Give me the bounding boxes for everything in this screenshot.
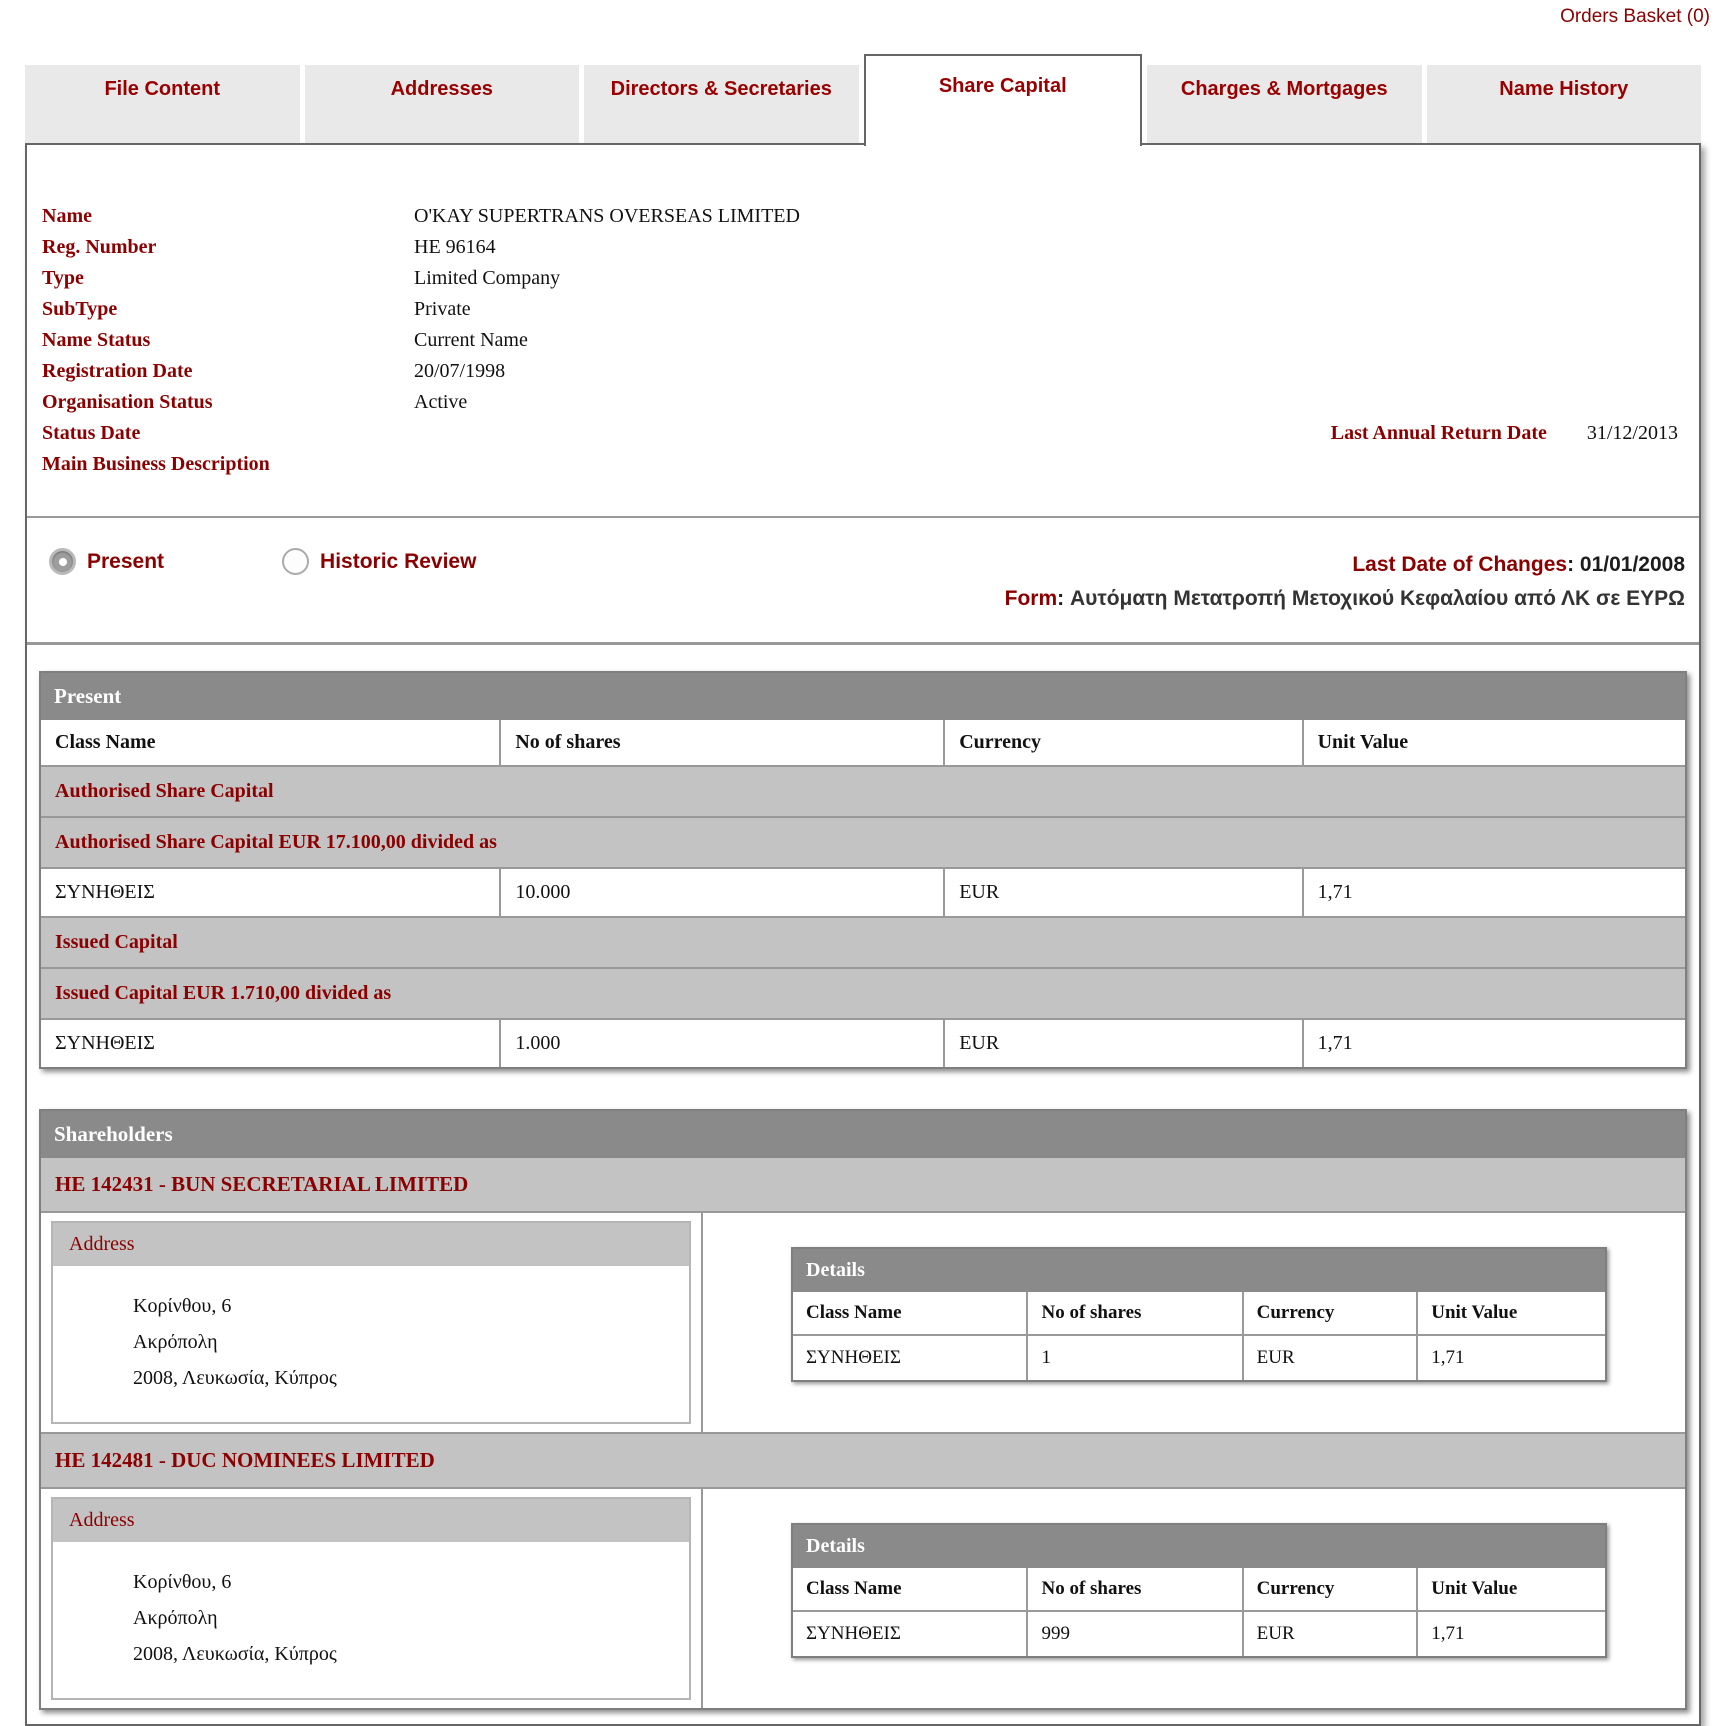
details-table — [791, 1523, 1607, 1658]
table-row-issued — [41, 1020, 1685, 1067]
cell-class-name: ΣΥΝΗΘΕΙΣ — [41, 1020, 501, 1067]
field-label-main-business-description: Main Business Description — [42, 453, 270, 475]
last-date-of-changes-line — [1005, 548, 1685, 582]
tab-file-content[interactable]: File Content — [25, 65, 300, 143]
radio-historic-review-button[interactable] — [282, 548, 309, 575]
tab-bar — [25, 54, 1701, 143]
field-label-name: Name — [42, 205, 92, 227]
address-line: 2008, Λευκωσία, Κύπρος — [133, 1367, 337, 1389]
address-line: Κορίνθου, 6 — [133, 1295, 232, 1317]
form-value: Αυτόματη Μετατροπή Μετοχικού Κεφαλαίου από ΛΚ σε ΕΥΡΩ — [1069, 587, 1685, 610]
present-share-capital-table — [39, 671, 1687, 1069]
address-lines — [53, 1542, 689, 1698]
field-value-reg-number: HE 96164 — [414, 236, 496, 258]
company-field-row — [42, 325, 1684, 356]
cell-unit-value: 1,71 — [1431, 1623, 1465, 1644]
view-toggle-row — [27, 518, 1699, 642]
cell-currency: EUR — [945, 869, 1303, 916]
shareholders-table — [39, 1109, 1687, 1710]
radio-historic-review-label: Historic Review — [320, 549, 477, 573]
colon-separator: : — [1567, 553, 1580, 576]
shareholder-address-cell — [41, 1213, 703, 1432]
radio-option-historic-review[interactable] — [282, 548, 476, 575]
field-label-status-date: Status Date — [42, 422, 141, 444]
radio-present-label: Present — [87, 549, 165, 573]
form-label: Form — [1004, 587, 1058, 610]
details-header-row — [793, 1292, 1605, 1336]
section-header-authorised: Authorised Share Capital — [41, 767, 1685, 818]
radio-present-button[interactable] — [49, 548, 76, 575]
address-box — [51, 1497, 691, 1700]
column-header-unit-value: Unit Value — [1317, 731, 1409, 753]
company-field-row — [42, 418, 1684, 449]
cell-unit-value: 1,71 — [1431, 1347, 1465, 1368]
cell-class-name: ΣΥΝΗΘΕΙΣ — [793, 1612, 1028, 1656]
tab-directors-secretaries[interactable]: Directors & Secretaries — [584, 65, 859, 143]
field-value-name-status: Current Name — [414, 329, 528, 351]
field-label-registration-date: Registration Date — [42, 360, 193, 382]
details-row — [793, 1336, 1605, 1380]
address-line: Ακρόπολη — [133, 1331, 218, 1353]
cell-currency: EUR — [1244, 1336, 1419, 1380]
shareholder-heading-duc-nominees: HE 142481 - DUC NOMINEES LIMITED — [41, 1434, 1685, 1489]
present-table-title: Present — [41, 673, 1685, 720]
column-header-no-of-shares: No of shares — [1028, 1568, 1243, 1610]
company-info-section — [27, 145, 1699, 480]
last-annual-return-label: Last Annual Return Date — [1330, 422, 1547, 444]
column-header-no-of-shares: No of shares — [1028, 1292, 1243, 1334]
cell-currency: EUR — [945, 1020, 1303, 1067]
shareholder-block — [41, 1489, 1685, 1708]
content-panel — [25, 143, 1701, 1726]
column-header-no-of-shares: No of shares — [501, 720, 945, 765]
field-label-organisation-status: Organisation Status — [42, 391, 213, 413]
table-row-authorised — [41, 869, 1685, 918]
shareholders-title: Shareholders — [41, 1111, 1685, 1158]
cell-no-of-shares: 10.000 — [501, 869, 945, 916]
column-header-currency: Currency — [1244, 1292, 1419, 1334]
section-divider — [27, 642, 1699, 645]
address-line: Ακρόπολη — [133, 1607, 218, 1629]
column-header-currency: Currency — [1244, 1568, 1419, 1610]
details-header-row — [793, 1568, 1605, 1612]
address-line: Κορίνθου, 6 — [133, 1571, 232, 1593]
column-header-class-name: Class Name — [41, 720, 501, 765]
details-row — [793, 1612, 1605, 1656]
address-box — [51, 1221, 691, 1424]
cell-no-of-shares: 1 — [1028, 1336, 1243, 1380]
field-value-name: O'KAY SUPERTRANS OVERSEAS LIMITED — [414, 205, 800, 227]
company-field-row — [42, 201, 1684, 232]
section-subheader-issued: Issued Capital EUR 1.710,00 divided as — [41, 969, 1685, 1020]
top-bar — [0, 0, 1726, 32]
last-annual-return-value: 31/12/2013 — [1586, 422, 1678, 444]
changes-info-block — [1005, 548, 1689, 616]
field-value-registration-date: 20/07/1998 — [414, 360, 506, 382]
section-header-issued: Issued Capital — [41, 918, 1685, 969]
last-date-of-changes-value: 01/01/2008 — [1579, 553, 1685, 576]
field-label-subtype: SubType — [42, 298, 118, 320]
details-table — [791, 1247, 1607, 1382]
field-label-type: Type — [42, 267, 84, 289]
address-box-title: Address — [53, 1499, 689, 1542]
shareholder-heading-bun-secretarial: HE 142431 - BUN SECRETARIAL LIMITED — [41, 1158, 1685, 1213]
field-label-name-status: Name Status — [42, 329, 151, 351]
shareholder-details-cell — [703, 1489, 1685, 1708]
cell-class-name: ΣΥΝΗΘΕΙΣ — [41, 869, 501, 916]
colon-separator: : — [1057, 587, 1070, 610]
column-header-unit-value: Unit Value — [1431, 1578, 1518, 1599]
column-header-class-name: Class Name — [793, 1568, 1028, 1610]
company-field-row — [42, 387, 1684, 418]
company-field-row — [42, 449, 1684, 480]
column-header-unit-value: Unit Value — [1431, 1302, 1518, 1323]
address-line: 2008, Λευκωσία, Κύπρος — [133, 1643, 337, 1665]
shareholder-address-cell — [41, 1489, 703, 1708]
field-value-type: Limited Company — [414, 267, 561, 289]
tab-addresses[interactable]: Addresses — [305, 65, 580, 143]
cell-unit-value: 1,71 — [1317, 881, 1353, 903]
column-header-class-name: Class Name — [793, 1292, 1028, 1334]
radio-option-present[interactable] — [49, 548, 164, 575]
cell-class-name: ΣΥΝΗΘΕΙΣ — [793, 1336, 1028, 1380]
column-header-currency: Currency — [945, 720, 1303, 765]
cell-currency: EUR — [1244, 1612, 1419, 1656]
tab-charges-mortgages[interactable]: Charges & Mortgages — [1147, 65, 1422, 143]
company-field-row — [42, 232, 1684, 263]
orders-basket-link[interactable]: Orders Basket (0) — [1560, 6, 1710, 27]
section-subheader-authorised: Authorised Share Capital EUR 17.100,00 divided as — [41, 818, 1685, 869]
cell-no-of-shares: 999 — [1028, 1612, 1243, 1656]
field-value-organisation-status: Active — [414, 391, 468, 413]
company-field-row — [42, 263, 1684, 294]
present-table-header-row — [41, 720, 1685, 767]
field-label-reg-number: Reg. Number — [42, 236, 157, 258]
details-table-title: Details — [793, 1249, 1605, 1292]
company-field-row — [42, 294, 1684, 325]
shareholder-details-cell — [703, 1213, 1685, 1432]
tab-share-capital[interactable]: Share Capital — [864, 54, 1143, 146]
cell-unit-value: 1,71 — [1317, 1032, 1353, 1054]
shareholder-block — [41, 1213, 1685, 1434]
field-value-subtype: Private — [414, 298, 471, 320]
company-field-row — [42, 356, 1684, 387]
address-lines — [53, 1266, 689, 1422]
details-table-title: Details — [793, 1525, 1605, 1568]
last-date-of-changes-label: Last Date of Changes — [1352, 553, 1568, 576]
form-line — [1005, 582, 1685, 616]
cell-no-of-shares: 1.000 — [501, 1020, 945, 1067]
address-box-title: Address — [53, 1223, 689, 1266]
tab-name-history[interactable]: Name History — [1427, 65, 1702, 143]
